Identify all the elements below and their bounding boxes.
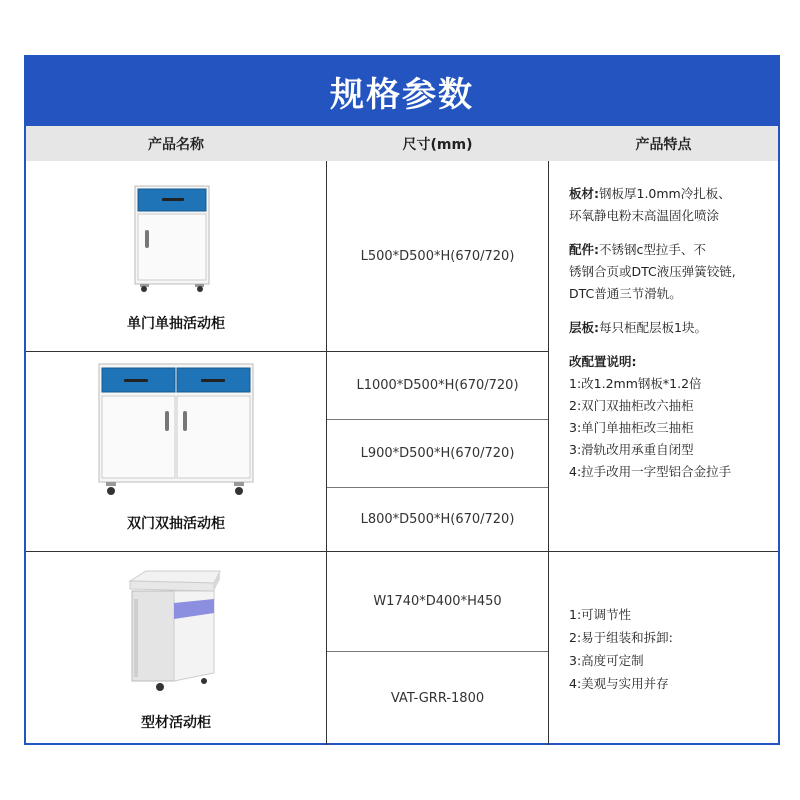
product-name: 单门单抽活动柜 [127,316,225,332]
size-value: L500*D500*H(670/720) [360,248,515,264]
profile-cabinet-image [122,569,226,699]
config-item: 1:改1.2mm钢板*1.2倍 [569,376,702,391]
feature-item: 4:美观与实用并存 [569,676,669,691]
config-item: 2:双门双抽柜改六抽柜 [569,398,694,413]
double-door-cabinet-image [98,363,254,503]
header-size: 尺寸(mm) [402,136,473,153]
product-name: 型材活动柜 [141,715,211,731]
config-item: 3:滑轨改用承重自闭型 [569,442,694,457]
header-features: 产品特点 [635,136,692,153]
table-title: 规格参数 [26,57,778,126]
feature-material: 板材:钢板厚1.0mm冷扎板、 环氧静电粉末高温固化喷涂 [569,186,731,223]
size-value: L800*D500*H(670/720) [360,511,515,527]
feature-item: 1:可调节性 [569,607,632,622]
feature-item: 2:易于组装和拆卸: [569,630,673,645]
feature-item: 3:高度可定制 [569,653,644,668]
feature-config: 改配置说明: 1:改1.2mm钢板*1.2倍 2:双门双抽柜改六抽柜 3:单门单抽柜改三抽柜 3:滑轨改用承重自闭型 4:拉手改用一字型铝合金拉手 [569,354,732,479]
features-list-a [569,183,774,483]
column-divider [548,161,549,745]
size-value: L900*D500*H(670/720) [360,445,515,461]
header-product-name: 产品名称 [148,136,204,153]
features-list-b [569,603,774,695]
size-value: L1000*D500*H(670/720) [356,377,519,393]
spec-table [24,55,780,745]
header-row [26,126,778,161]
product-name: 双门双抽活动柜 [127,516,225,532]
feature-fitting: 配件:不锈钢c型拉手、不 锈钢合页或DTC液压弹簧铰链, DTC普通三节滑轨。 [569,242,736,301]
config-item: 4:拉手改用一字型铝合金拉手 [569,464,732,479]
size-value: W1740*D400*H450 [373,593,502,609]
feature-shelf: 层板:每只柜配层板1块。 [569,320,707,335]
config-item: 3:单门单抽柜改三抽柜 [569,420,694,435]
single-door-cabinet-image [134,185,210,293]
size-value: VAT-GRR-1800 [390,690,485,706]
